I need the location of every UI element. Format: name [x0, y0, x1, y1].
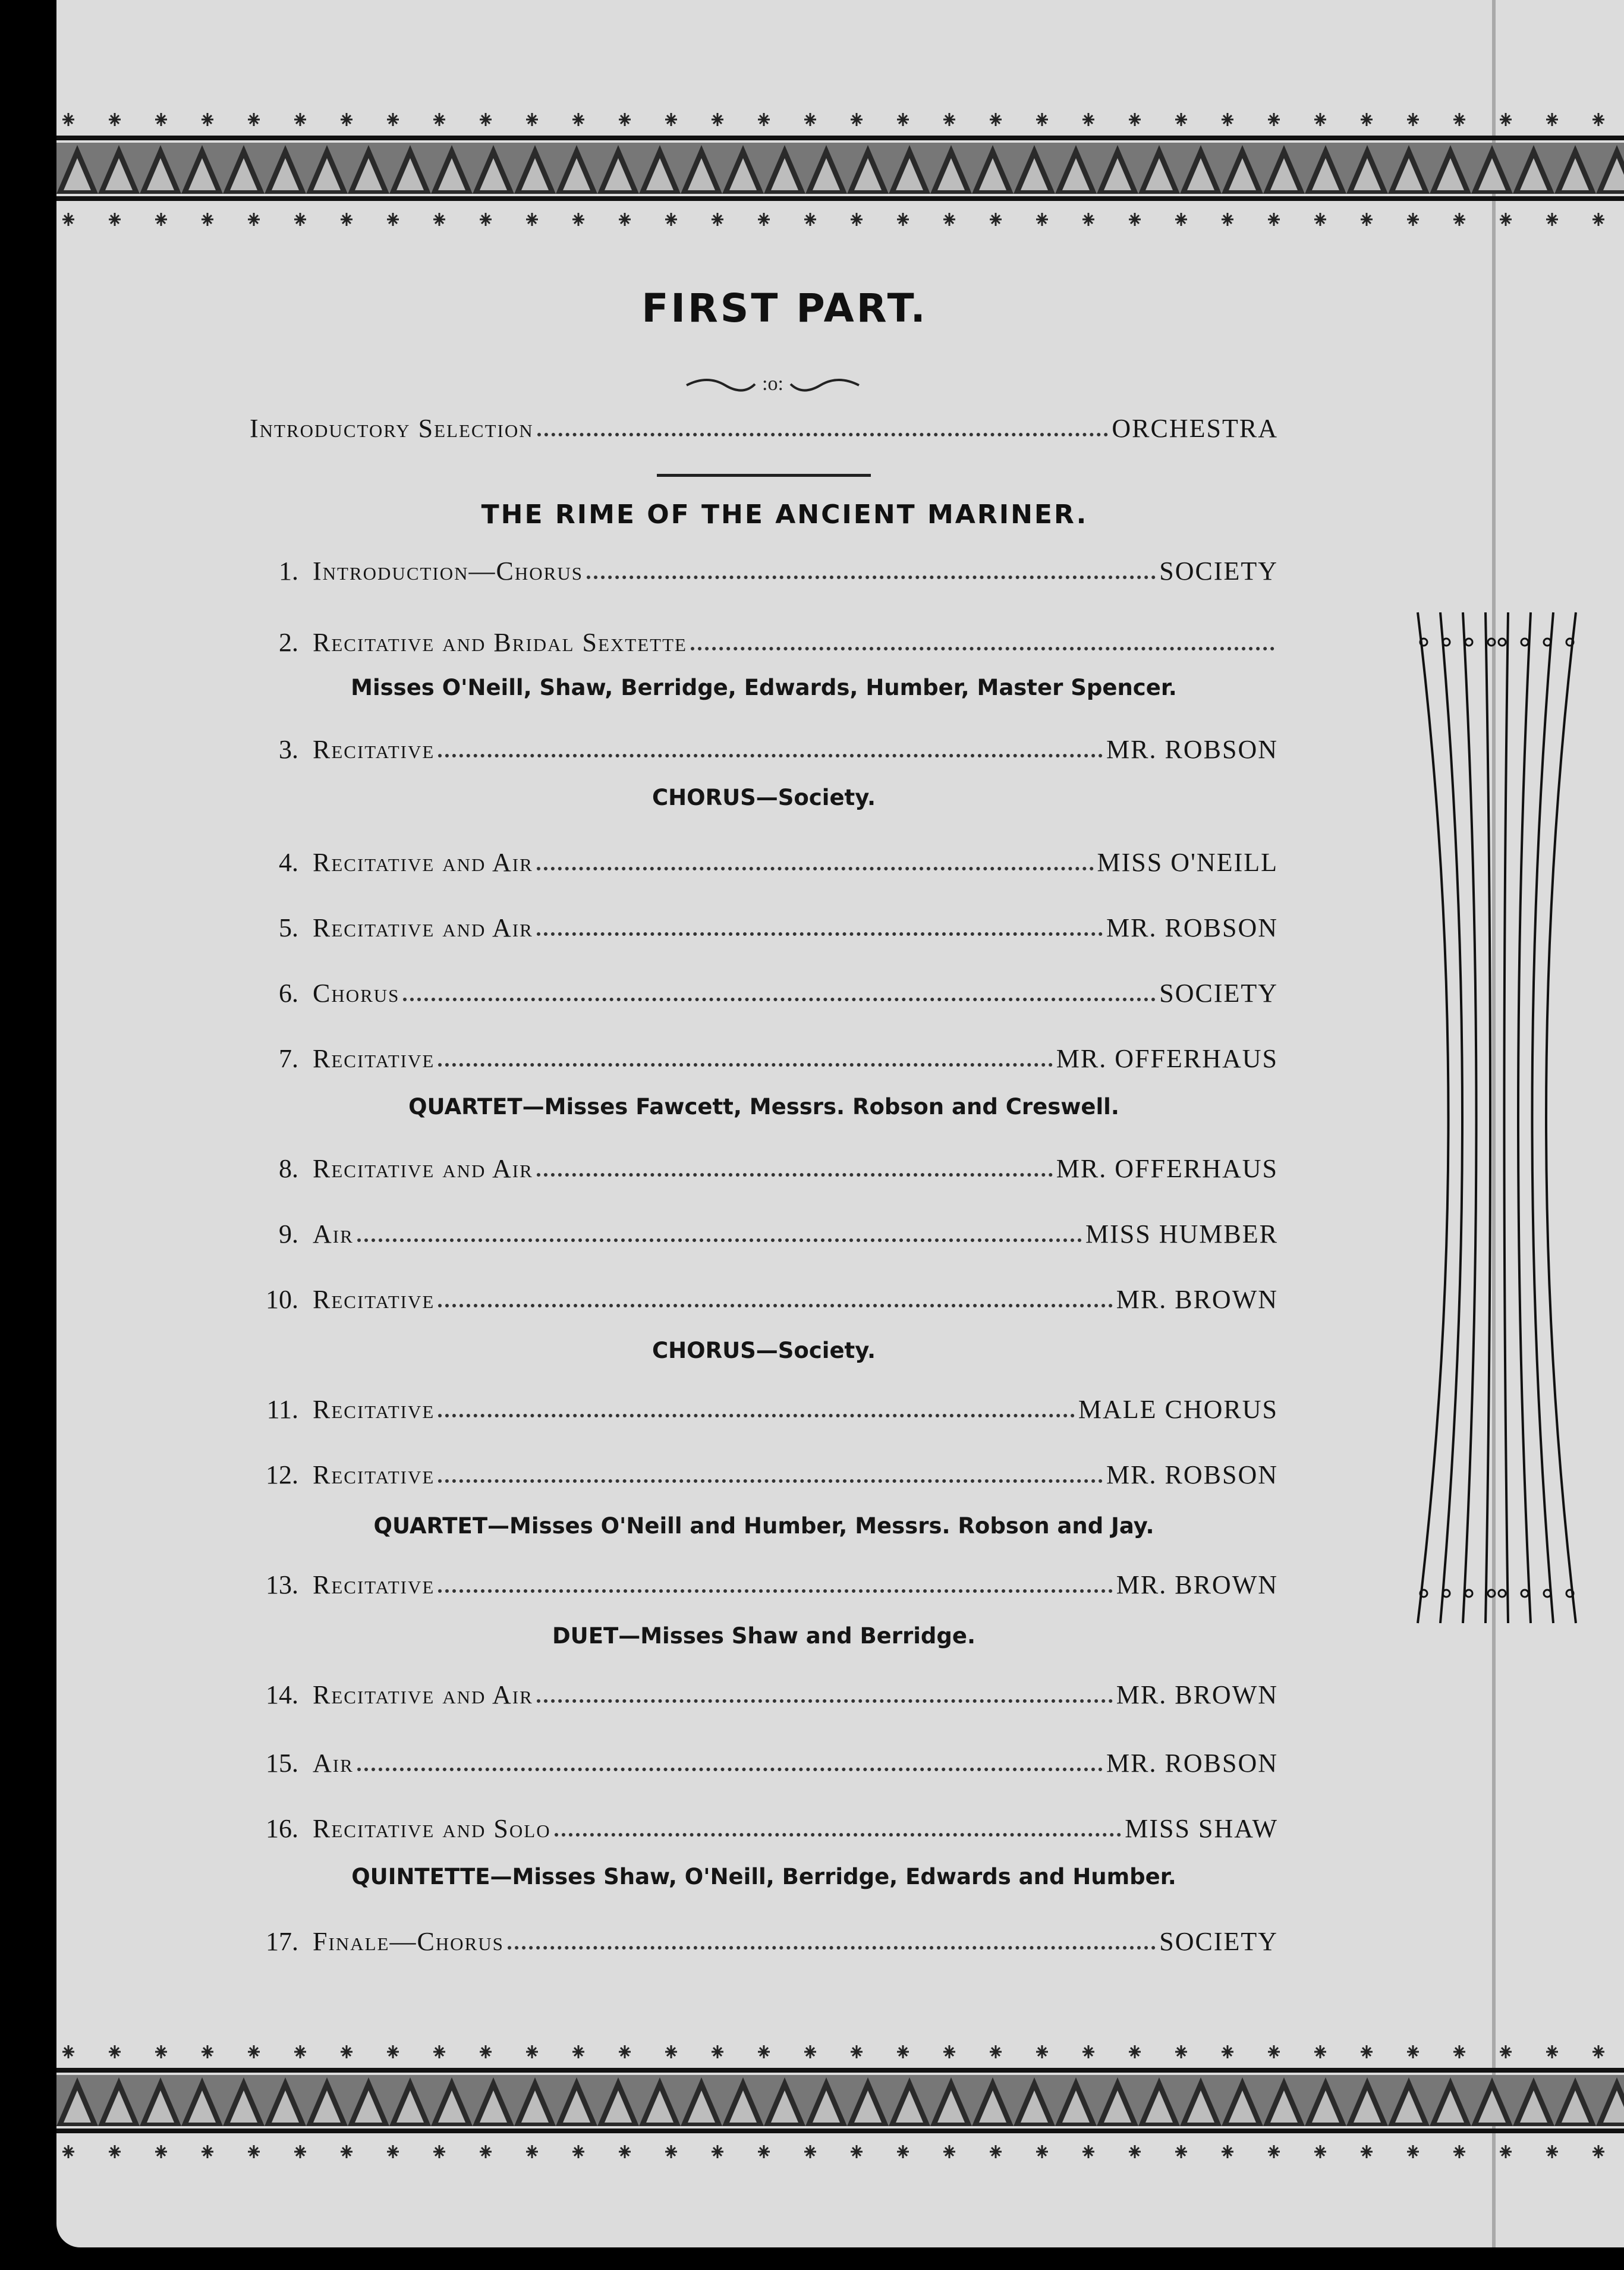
item-title: Recitative	[313, 1044, 435, 1073]
dot-leader	[555, 1833, 1122, 1837]
dot-leader	[587, 576, 1156, 579]
program-item	[250, 1748, 1278, 1778]
page-title: FIRST PART.	[641, 285, 928, 331]
dot-leader	[691, 647, 1274, 650]
program-item	[250, 913, 1278, 943]
program-item	[250, 734, 1278, 765]
item-title: Recitative and Air	[313, 913, 533, 942]
item-performer: MR. BROWN	[1116, 1285, 1278, 1314]
item-note: Misses O'Neill, Shaw, Berridge, Edwards, Humber, Master Spencer.	[351, 675, 1177, 700]
program-page	[56, 0, 1624, 2247]
item-note: QUARTET—Misses O'Neill and Humber, Messrs. Robson and Jay.	[373, 1513, 1154, 1539]
item-title: Recitative and Air	[313, 1680, 533, 1709]
program-item	[250, 1219, 1278, 1249]
item-number: 16.	[266, 1814, 298, 1843]
item-title: Finale—Chorus	[313, 1927, 504, 1956]
dot-leader	[438, 1304, 1112, 1307]
dot-leader	[537, 1173, 1053, 1177]
item-number: 10.	[266, 1285, 298, 1314]
work-title: THE RIME OF THE ANCIENT MARINER.	[481, 499, 1088, 530]
program-item	[250, 627, 1278, 658]
dot-leader	[438, 1479, 1103, 1483]
item-number: 11.	[266, 1395, 298, 1424]
introductory-selection-line	[250, 413, 1278, 444]
item-number: 13.	[266, 1570, 298, 1599]
program-item	[250, 1570, 1278, 1600]
program-item	[250, 1043, 1278, 1074]
item-performer: MR. ROBSON	[1106, 735, 1278, 764]
item-performer: MR. OFFERHAUS	[1056, 1154, 1278, 1183]
item-performer: MR. ROBSON	[1106, 1749, 1278, 1778]
top-decorative-border	[56, 101, 1624, 238]
item-title: Recitative and Air	[313, 1154, 533, 1183]
item-title: Air	[313, 1749, 354, 1778]
item-number: 9.	[279, 1219, 298, 1249]
dot-leader	[357, 1768, 1103, 1771]
program-item	[250, 1394, 1278, 1425]
side-ornament	[1409, 600, 1587, 1635]
item-performer: MR. BROWN	[1116, 1680, 1278, 1709]
dot-leader	[508, 1946, 1156, 1950]
item-performer: SOCIETY	[1159, 1927, 1278, 1956]
item-number: 17.	[266, 1927, 298, 1956]
item-performer: SOCIETY	[1159, 979, 1278, 1008]
dot-leader	[438, 1414, 1075, 1417]
item-number: 7.	[279, 1044, 298, 1073]
dot-leader	[438, 1063, 1053, 1067]
dot-leader	[438, 1589, 1112, 1593]
dot-leader	[403, 998, 1156, 1001]
item-title: Recitative	[313, 1395, 435, 1424]
dot-leader	[438, 754, 1103, 757]
item-performer: MR. ROBSON	[1106, 913, 1278, 942]
dot-leader	[537, 1699, 1113, 1703]
program-item	[250, 1680, 1278, 1710]
item-note: QUARTET—Misses Fawcett, Messrs. Robson and Creswell.	[408, 1094, 1119, 1120]
program-item	[250, 1284, 1278, 1315]
item-title: Recitative	[313, 1570, 435, 1599]
item-number: 1.	[279, 557, 298, 586]
item-number: 14.	[266, 1680, 298, 1709]
program-item	[250, 1153, 1278, 1184]
dot-leader	[537, 867, 1094, 870]
introductory-title: Introductory Selection	[250, 414, 534, 443]
introductory-performer: ORCHESTRA	[1112, 414, 1278, 443]
program-item	[250, 1926, 1278, 1957]
item-performer: MR. ROBSON	[1106, 1460, 1278, 1489]
item-performer: SOCIETY	[1159, 557, 1278, 586]
flourish-ornament	[684, 369, 862, 398]
item-number: 12.	[266, 1460, 298, 1489]
item-title: Recitative and Solo	[313, 1814, 551, 1843]
item-title: Introduction—Chorus	[313, 557, 583, 586]
item-performer: MR. OFFERHAUS	[1056, 1044, 1278, 1073]
bottom-decorative-border	[56, 2033, 1624, 2170]
item-title: Air	[313, 1219, 354, 1249]
item-performer: MISS O'NEILL	[1097, 848, 1278, 877]
divider-rule	[657, 474, 871, 477]
item-note: CHORUS—Society.	[652, 785, 876, 810]
dot-leader	[537, 433, 1109, 436]
item-title: Chorus	[313, 979, 400, 1008]
item-note: QUINTETTE—Misses Shaw, O'Neill, Berridge, Edwards and Humber.	[351, 1864, 1176, 1889]
item-number: 4.	[279, 848, 298, 877]
item-title: Recitative and Bridal Sextette	[313, 628, 687, 657]
dot-leader	[357, 1238, 1082, 1242]
flourish-text: :o:	[762, 373, 783, 395]
dot-leader	[537, 932, 1103, 936]
program-item	[250, 1813, 1278, 1844]
item-title: Recitative	[313, 1460, 435, 1489]
item-title: Recitative	[313, 1285, 435, 1314]
program-item	[250, 978, 1278, 1008]
item-performer: MISS SHAW	[1125, 1814, 1278, 1843]
item-number: 2.	[279, 628, 298, 657]
item-number: 8.	[279, 1154, 298, 1183]
item-performer: MALE CHORUS	[1078, 1395, 1278, 1424]
item-performer: MISS HUMBER	[1085, 1219, 1278, 1249]
item-performer: MR. BROWN	[1116, 1570, 1278, 1599]
program-item	[250, 847, 1278, 878]
program-item	[250, 1460, 1278, 1490]
item-note: CHORUS—Society.	[652, 1338, 876, 1363]
item-number: 3.	[279, 735, 298, 764]
item-number: 15.	[266, 1749, 298, 1778]
item-note: DUET—Misses Shaw and Berridge.	[552, 1623, 976, 1649]
item-number: 5.	[279, 913, 298, 942]
item-number: 6.	[279, 979, 298, 1008]
program-item	[250, 556, 1278, 586]
item-title: Recitative	[313, 735, 435, 764]
item-title: Recitative and Air	[313, 848, 533, 877]
